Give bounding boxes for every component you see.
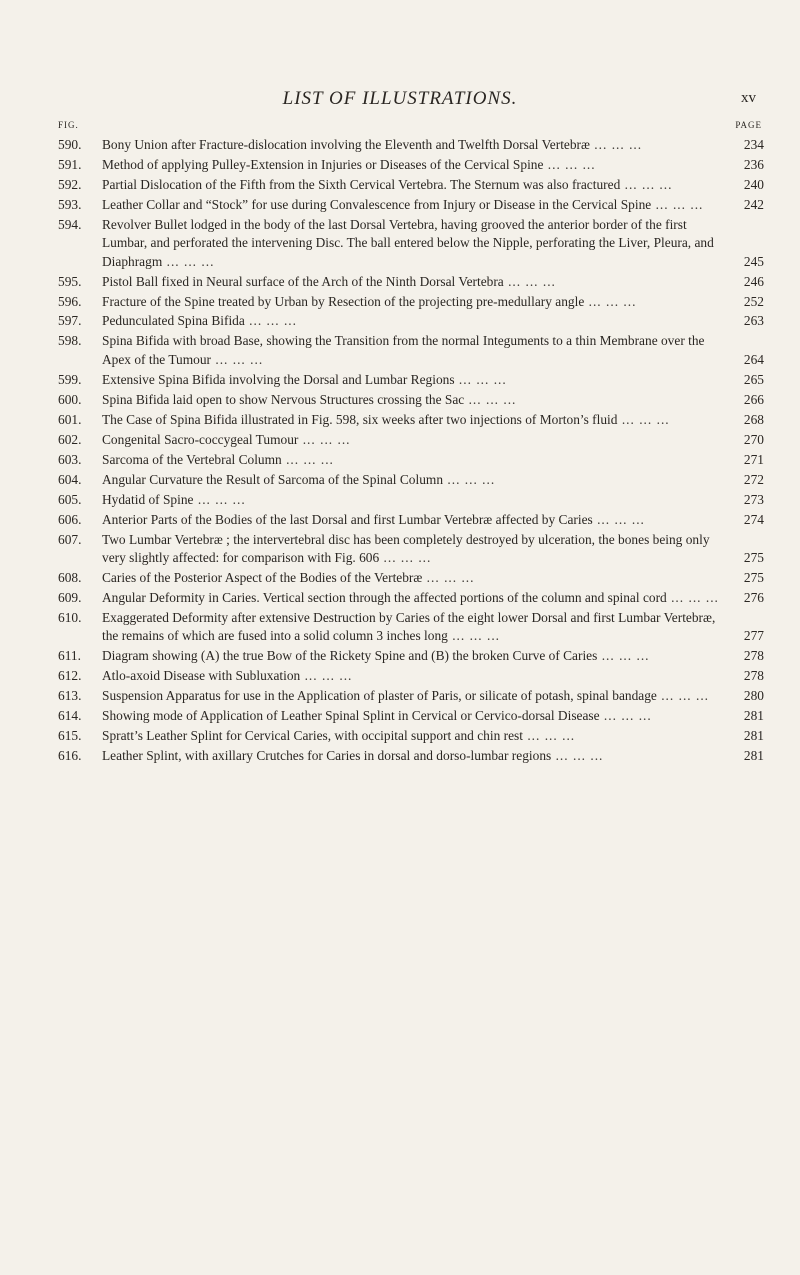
figure-title-line <box>102 411 730 429</box>
leader-dots: ... ... ... <box>584 293 637 309</box>
list-item <box>58 136 764 154</box>
leader-dots: ... ... ... <box>211 351 264 367</box>
figure-title: Anterior Parts of the Bodies of the last Dorsal and first Lumbar Vertebræ affected by Caries <box>102 511 593 527</box>
leader-dots: ... ... ... <box>464 391 517 407</box>
figure-number: 611. <box>58 648 81 664</box>
list-item <box>58 491 764 509</box>
list-item <box>58 273 764 291</box>
figure-title-line <box>102 273 730 291</box>
figure-title: Angular Curvature the Result of Sarcoma of the Spinal Column <box>102 471 444 487</box>
figure-title-line <box>102 531 730 568</box>
leader-dots: ... ... ... <box>162 253 215 269</box>
figure-title: Leather Splint, with axillary Crutches for Caries in dorsal and dorso-lumbar regions <box>102 748 552 764</box>
figure-number: 597. <box>58 313 82 329</box>
page-reference: 266 <box>743 391 764 407</box>
list-item <box>58 196 764 214</box>
figure-title: Fracture of the Spine treated by Urban by Resection of the projecting pre-medullary angle <box>102 293 585 309</box>
figure-title-line <box>102 667 730 685</box>
page-reference: 234 <box>743 137 764 152</box>
page-column-label: PAGE <box>735 120 762 130</box>
figure-number: 608. <box>58 569 82 585</box>
list-item <box>58 747 764 765</box>
figure-title-line <box>102 471 730 489</box>
list-item <box>58 176 764 194</box>
figure-title: Sarcoma of the Vertebral Column <box>102 451 282 467</box>
leader-dots: ... ... ... <box>503 273 556 289</box>
figure-title-line <box>102 707 730 725</box>
leader-dots: ... ... ... <box>443 471 496 487</box>
list-item <box>58 332 764 369</box>
list-item <box>58 531 764 568</box>
figure-title: Congenital Sacro-coccygeal Tumour <box>102 431 299 447</box>
figure-number: 615. <box>58 728 82 744</box>
fig-column-label: FIG. <box>58 120 79 130</box>
page-reference: 277 <box>743 628 764 644</box>
figure-title-line <box>102 176 730 194</box>
leader-dots: ... ... ... <box>597 648 650 664</box>
figure-title: Caries of the Posterior Aspect of the Bodies of the Vertebræ <box>102 569 423 585</box>
figure-title: Exaggerated Deformity after extensive Destruction by Caries of the eight lower Dorsal and first Lumbar Vertebræ, the remains of which are fused into a solid column 3 inches long <box>102 609 716 644</box>
page-reference: 275 <box>743 569 764 585</box>
page-number: xv <box>741 90 756 106</box>
figure-number: 613. <box>58 688 82 704</box>
figure-title: Showing mode of Application of Leather Spinal Splint in Cervical or Cervico-dorsal Disease <box>102 708 600 724</box>
figure-number: 592. <box>58 176 82 192</box>
list-item <box>58 451 764 469</box>
list-item <box>58 431 764 449</box>
leader-dots: ... ... ... <box>592 511 645 527</box>
figure-title-line <box>102 391 730 409</box>
figure-title: Pedunculated Spina Bifida <box>102 313 245 329</box>
figure-number: 607. <box>58 531 82 547</box>
figure-number: 599. <box>58 371 82 387</box>
leader-dots: ... ... ... <box>617 411 670 427</box>
figure-title-line <box>102 609 730 646</box>
page-reference: 280 <box>743 688 764 704</box>
list-item <box>58 216 764 271</box>
figure-number: 593. <box>58 196 82 212</box>
figure-number: 595. <box>58 273 82 289</box>
page-reference: 272 <box>743 471 764 487</box>
leader-dots: ... ... ... <box>300 668 353 684</box>
figure-title: Two Lumbar Vertebræ ; the intervertebral disc has been completely destroyed by ulceration, the bones being only very slightly affected: for comparison with Fig. 606 <box>102 531 710 565</box>
leader-dots: ... ... ... <box>193 491 246 507</box>
figure-title-line <box>102 687 730 705</box>
list-item <box>58 511 764 529</box>
figure-number: 606. <box>58 511 82 527</box>
page-reference: 242 <box>743 196 764 212</box>
figure-title-line <box>102 511 730 529</box>
running-head <box>0 88 800 112</box>
figure-title-line <box>102 589 730 607</box>
figure-number: 590. <box>58 137 82 152</box>
leader-dots: ... ... ... <box>589 137 643 152</box>
figure-number: 594. <box>58 216 82 232</box>
list-item <box>58 312 764 330</box>
page-reference: 265 <box>743 371 764 387</box>
figure-number: 591. <box>58 156 82 172</box>
leader-dots: ... ... ... <box>651 196 704 212</box>
leader-dots: ... ... ... <box>599 708 652 724</box>
figure-title-line <box>102 371 730 389</box>
figure-title-line <box>102 451 730 469</box>
leader-dots: ... ... ... <box>656 688 710 704</box>
list-item <box>58 707 764 725</box>
page-reference: 275 <box>743 549 764 565</box>
figure-title: Bony Union after Fracture-dislocation involving the Eleventh and Twelfth Dorsal Vertebræ <box>102 137 590 152</box>
page-reference: 278 <box>743 648 764 664</box>
figure-number: 598. <box>58 333 82 349</box>
figure-number: 605. <box>58 491 82 507</box>
page-reference: 281 <box>743 728 764 744</box>
page-reference: 271 <box>743 451 764 467</box>
illustrations-list <box>58 136 764 767</box>
page-reference: 246 <box>743 273 764 289</box>
figure-title-line <box>102 569 730 587</box>
list-item <box>58 589 764 607</box>
page-reference: 278 <box>743 668 764 684</box>
figure-title: Hydatid of Spine <box>102 491 194 507</box>
column-labels <box>58 120 762 134</box>
figure-title: Spina Bifida with broad Base, showing the Transition from the normal Integuments to a thin Membrane over the Apex of the Tumour <box>102 333 705 367</box>
figure-number: 602. <box>58 431 82 447</box>
figure-title: Pistol Ball fixed in Neural surface of the Arch of the Ninth Dorsal Vertebra <box>102 273 504 289</box>
leader-dots: ... ... ... <box>281 451 334 467</box>
list-item <box>58 391 764 409</box>
figure-number: 612. <box>58 668 82 684</box>
page-reference: 274 <box>743 511 764 527</box>
list-item <box>58 156 764 174</box>
page-reference: 236 <box>743 156 764 172</box>
page-reference: 273 <box>743 491 764 507</box>
figure-title: Revolver Bullet lodged in the body of the last Dorsal Vertebra, having grooved the anterior border of the first Lumbar, and perforated the intervening Disc. The ball entered below the Nipple, perforating the Liver, Pleura, and Diaphragm <box>102 216 714 269</box>
leader-dots: ... ... ... <box>298 431 351 447</box>
leader-dots: ... ... ... <box>543 156 596 172</box>
page-reference: 281 <box>743 748 764 764</box>
figure-number: 601. <box>58 411 82 427</box>
figure-title: Atlo-axoid Disease with Subluxation <box>102 668 301 684</box>
figure-title-line <box>102 136 730 154</box>
figure-title-line <box>102 647 730 665</box>
leader-dots: ... ... ... <box>551 748 604 764</box>
leader-dots: ... ... ... <box>522 728 576 744</box>
figure-title: Spratt’s Leather Splint for Cervical Caries, with occipital support and chin rest <box>102 728 523 744</box>
figure-title-line <box>102 431 730 449</box>
figure-title: Extensive Spina Bifida involving the Dorsal and Lumbar Regions <box>102 371 455 387</box>
figure-title: Diagram showing (A) the true Bow of the Rickety Spine and (B) the broken Curve of Caries <box>102 648 598 664</box>
figure-number: 603. <box>58 451 82 467</box>
page-reference: 276 <box>743 589 764 605</box>
list-item <box>58 293 764 311</box>
list-item <box>58 647 764 665</box>
figure-number: 609. <box>58 589 82 605</box>
leader-dots: ... ... ... <box>666 589 719 605</box>
list-item <box>58 471 764 489</box>
list-item <box>58 569 764 587</box>
figure-title: Method of applying Pulley-Extension in Injuries or Diseases of the Cervical Spine <box>102 156 544 172</box>
page-reference: 268 <box>743 411 764 427</box>
figure-title-line <box>102 747 730 765</box>
list-item <box>58 371 764 389</box>
page-reference: 264 <box>743 351 764 367</box>
figure-title-line <box>102 312 730 330</box>
figure-number: 596. <box>58 293 82 309</box>
figure-title: Suspension Apparatus for use in the Application of plaster of Paris, or silicate of potash, spinal bandage <box>102 688 657 704</box>
figure-title-line <box>102 293 730 311</box>
figure-number: 614. <box>58 708 82 724</box>
list-item <box>58 667 764 685</box>
leader-dots: ... ... ... <box>422 569 475 585</box>
figure-title-line <box>102 491 730 509</box>
page-reference: 245 <box>743 253 764 269</box>
figure-number: 604. <box>58 471 82 487</box>
figure-number: 616. <box>58 748 82 764</box>
list-item <box>58 727 764 745</box>
leader-dots: ... ... ... <box>620 176 673 192</box>
figure-title: Partial Dislocation of the Fifth from the Sixth Cervical Vertebra. The Sternum was also fractured <box>102 176 621 192</box>
page-reference: 263 <box>743 313 764 329</box>
page-reference: 270 <box>743 431 764 447</box>
figure-title-line <box>102 156 730 174</box>
list-item <box>58 411 764 429</box>
list-item <box>58 609 764 646</box>
leader-dots: ... ... ... <box>379 549 432 565</box>
figure-title-line <box>102 196 730 214</box>
page-reference: 252 <box>743 293 764 309</box>
figure-number: 610. <box>58 609 82 625</box>
figure-title-line <box>102 332 730 369</box>
leader-dots: ... ... ... <box>447 628 501 644</box>
leader-dots: ... ... ... <box>244 313 297 329</box>
figure-title-line <box>102 727 730 745</box>
figure-title-line <box>102 216 730 271</box>
page-title: LIST OF ILLUSTRATIONS. <box>282 88 518 109</box>
figure-number: 600. <box>58 391 82 407</box>
page-reference: 281 <box>743 708 764 724</box>
figure-title: Spina Bifida laid open to show Nervous Structures crossing the Sac <box>102 391 465 407</box>
figure-title: Angular Deformity in Caries. Vertical section through the affected portions of the column and spinal cord <box>102 589 667 605</box>
figure-title: Leather Collar and “Stock” for use during Convalescence from Injury or Disease in the Cervical Spine <box>102 196 652 212</box>
page-reference: 240 <box>743 176 764 192</box>
figure-title: The Case of Spina Bifida illustrated in Fig. 598, six weeks after two injections of Morton’s fluid <box>102 411 618 427</box>
list-item <box>58 687 764 705</box>
leader-dots: ... ... ... <box>454 371 507 387</box>
